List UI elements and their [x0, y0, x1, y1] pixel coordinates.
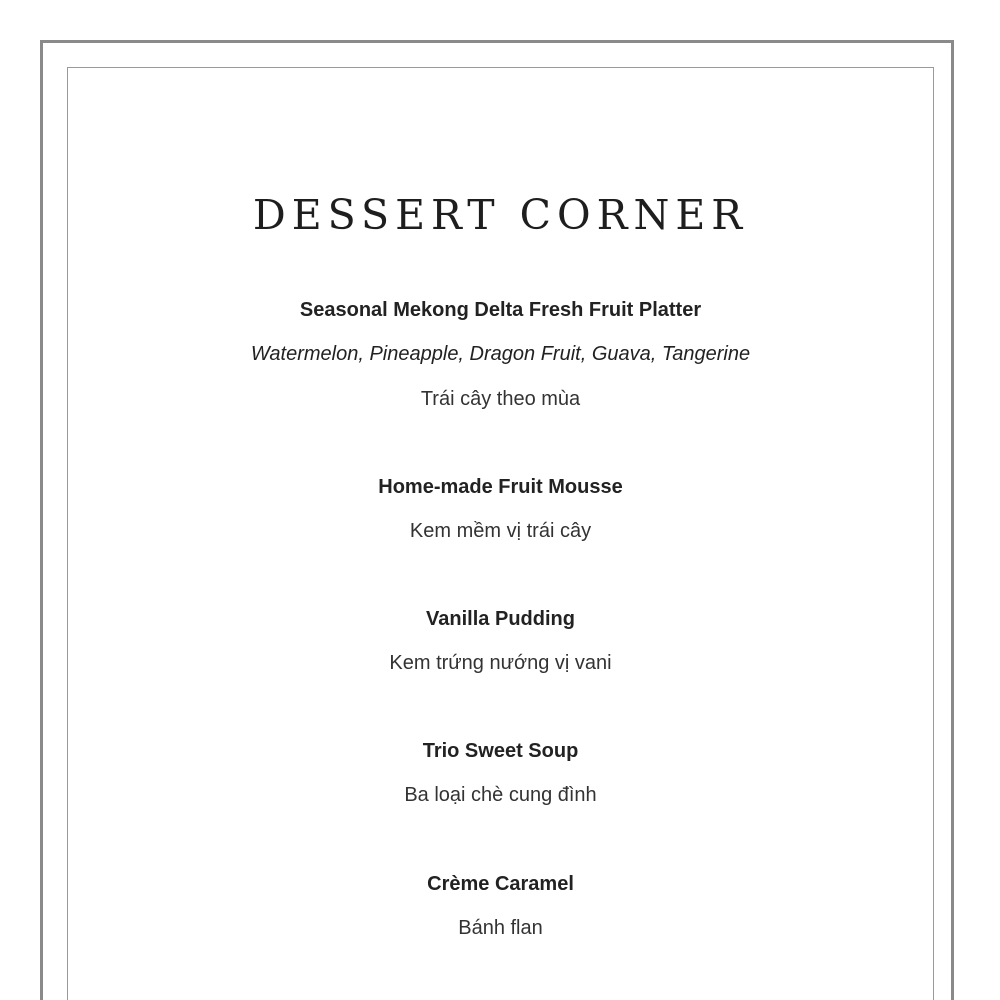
item-name-fruit-mousse: Home-made Fruit Mousse	[378, 476, 623, 498]
item-vietnamese-creme-caramel: Bánh flan	[458, 917, 543, 939]
menu-title: DESSERT CORNER	[252, 191, 749, 239]
item-name-trio-sweet-soup: Trio Sweet Soup	[422, 740, 579, 762]
item-description-fruit-platter: Watermelon, Pineapple, Dragon Fruit, Guava, Tangerine	[250, 343, 751, 365]
item-vietnamese-fruit-platter: Trái cây theo mùa	[420, 388, 581, 410]
item-vietnamese-fruit-mousse: Kem mềm vị trái cây	[409, 520, 592, 542]
item-name-creme-caramel: Crème Caramel	[427, 873, 574, 895]
item-vietnamese-vanilla-pudding: Kem trứng nướng vị vani	[389, 652, 612, 674]
item-name-fruit-platter: Seasonal Mekong Delta Fresh Fruit Platter	[299, 299, 702, 321]
item-vietnamese-trio-sweet-soup: Ba loại chè cung đình	[404, 784, 597, 806]
item-name-vanilla-pudding: Vanilla Pudding	[426, 608, 575, 630]
